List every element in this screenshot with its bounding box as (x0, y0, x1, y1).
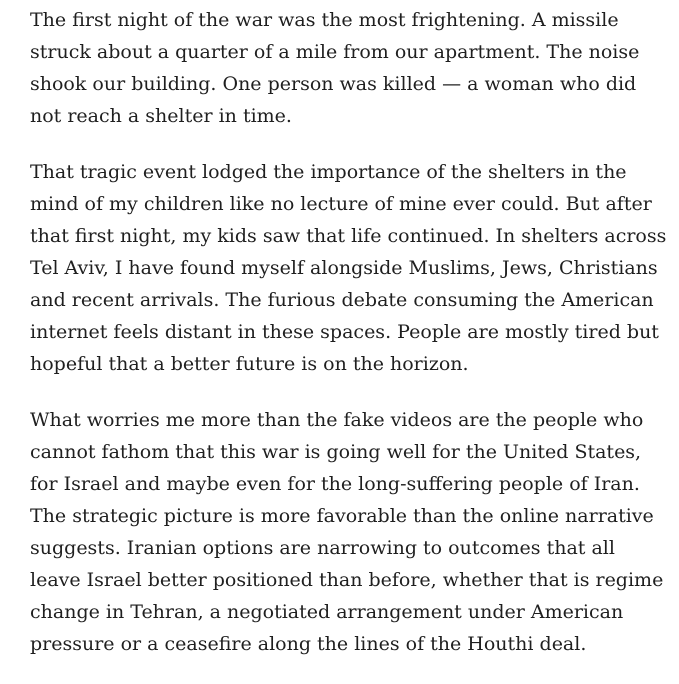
paragraph-strategic-picture: What worries me more than the fake videos are the people who cannot fathom that this war is going well for the United States, for Israel and maybe even for the long-suffering people of Iran. The strategic picture is more favorable than the online narrative suggests. Iranian options are narrowing to outcomes that all leave Israel better positioned than before, whether that is regime change in Tehran, a negotiated arrangement under American pressure or a ceasefire along the lines of the Houthi deal. (30, 409, 664, 655)
paragraph-shelters: That tragic event lodged the importance of the shelters in the mind of my children like no lecture of mine ever could. But after that first night, my kids saw that life continued. In shelters across Tel Aviv, I have found myself alongside Muslims, Jews, Christians and recent arrivals. The furious debate consuming the American internet feels distant in these spaces. People are mostly tired but hopeful that a better future is on the horizon. (30, 161, 667, 375)
paragraph-first-night: The first night of the war was the most frightening. A missile struck about a quarter of a mile from our apartment. The noise shook our building. One person was killed — a woman who did not reach a shelter in time. (30, 9, 640, 127)
article-body (30, 4, 670, 684)
